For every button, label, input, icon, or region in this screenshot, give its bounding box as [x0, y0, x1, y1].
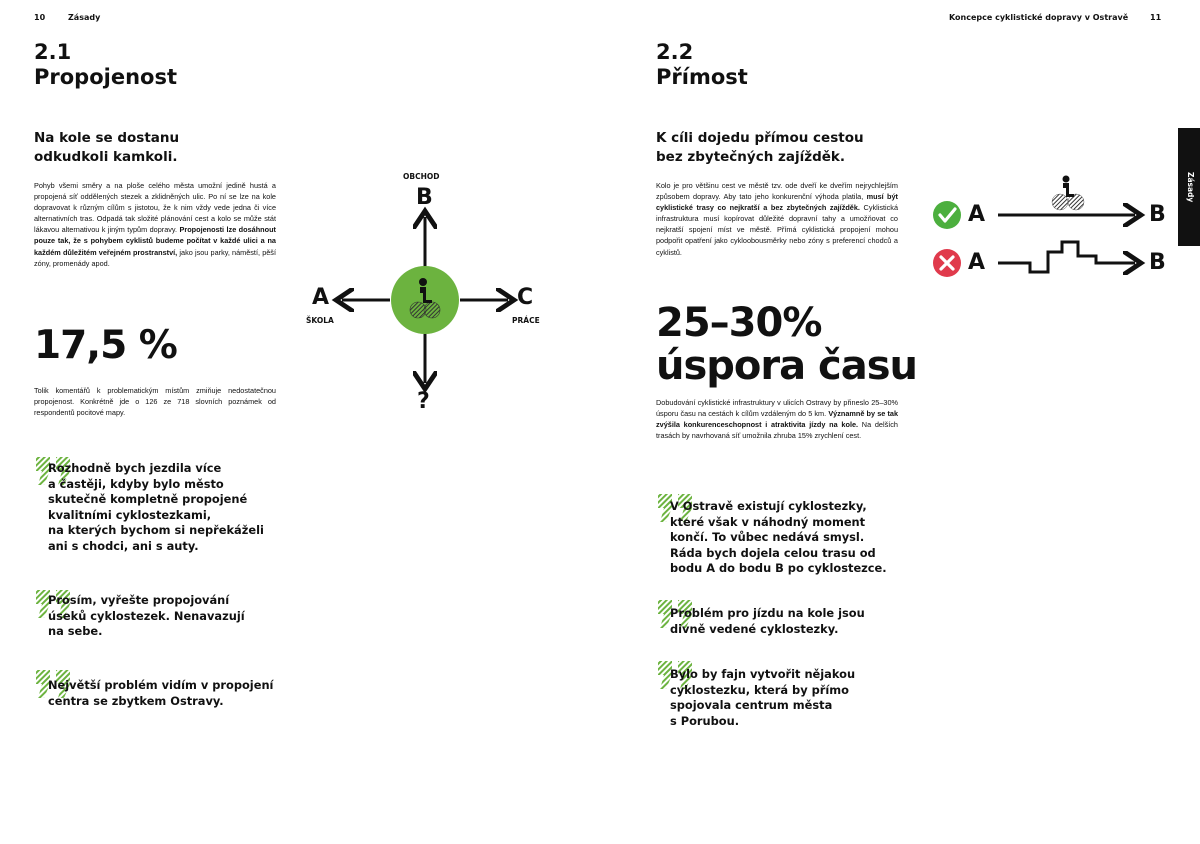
row1-start-letter: A [968, 202, 986, 227]
lead-text: Na kole se dostanu odkudkoli kamkoli. [34, 130, 180, 165]
letter-a: A [312, 285, 330, 310]
body-text-bold: musí být cyklistické trasy co nejkratší a bez zbytečných zajížděk. [656, 192, 898, 213]
page-number-left: 10 [34, 13, 46, 22]
lead-text: K cíli dojedu přímou cestou bez zbytečných zajížděk. [656, 130, 864, 165]
section-header-left: Zásady [68, 13, 101, 22]
stat-text: Dobudování cyklistické infrastruktury v ulicích Ostravy by přineslo 25–30% úsporu času na cestách k cílům vzdáleným do 5 km. [656, 398, 898, 419]
label-prace: PRÁCE [512, 316, 540, 325]
stat-description: Tolik komentářů k problematickým místům zmiňuje nedostatečnou propojenost. Konkrétně jde o 126 ze 718 slovních poznámek od respondentů pocitové mapy. [34, 386, 276, 418]
letter-b: B [416, 185, 433, 210]
section-number: 2.1 [34, 40, 72, 64]
stat-text-bold: Významně by se tak zvýšila konkurenceschopnost i atraktivita jízdy na kole. [656, 409, 899, 430]
quote-text-6: Bylo by fajn vytvořit nějakou cyklostezku, která by přímo spojovala centrum města s Porubou. [670, 667, 856, 728]
quote-text-5: Problém pro jízdu na kole jsou divně vedené cyklostezky. [670, 606, 865, 636]
body-text: Pohyb všemi směry a na ploše celého města umožní jedině hustá a propojená síť oddělených stezek a zklidněných ulic. Po ní se lze na kole dopravovat k různým cílům s jistotou, že k nim vždy vede jedna či více alternativních tras. Odpadá tak složité plánování cest a kolo se může stát lákavou alternativou k jiným typům dopravy. [34, 181, 276, 235]
side-tab [1178, 128, 1200, 246]
stat-value-line1: 25–30% [656, 300, 822, 346]
section-title: Přímost [656, 65, 748, 89]
side-tab-label: Zásady [1186, 172, 1195, 203]
label-skola: ŠKOLA [306, 316, 334, 325]
stat-value: 17,5 % [34, 323, 177, 368]
quote-text-2: Prosím, vyřešte propojování úseků cyklostezek. Nenavazují na sebe. [48, 593, 245, 638]
row2-end-letter: B [1149, 250, 1166, 275]
quote-text-4: V Ostravě existují cyklostezky, které však v náhodný moment končí. To vůbec nedává smysl. Ráda bych dojela celou trasu od bodu A do bodu B po cyklostezce. [670, 499, 887, 575]
row2-start-letter: A [968, 250, 986, 275]
row1-end-letter: B [1149, 202, 1166, 227]
stat-text-end: Na delších trasách by navrhovaná síť umožnila zhruba 15% zrychlení cest. [656, 420, 898, 441]
body-text-end: Cyklistická infrastruktura musí kopírovat důležité dopravní tahy a umožňovat co nejkratší spojení míst ve městě. Přímá cyklistická propojení mohou podpořit opatření jako cykloobousměrky nebo zóny s preferencí chodců a cyklistů. [656, 203, 899, 257]
body-text: Kolo je pro většinu cest ve městě tzv. ode dveří ke dveřím nejrychlejším způsobem dopravy. Aby tato jeho konkurenční výhoda platila, [656, 181, 898, 202]
question-mark: ? [417, 389, 430, 414]
quote-text-1: Rozhodně bych jezdila více a častěji, kdyby bylo město skutečně kompletně propojené kvalitními cyklostezkami, na kterých bychom si nepřekáželi ani s chodci, ani s auty. [48, 461, 264, 553]
page-number-right: 11 [1150, 13, 1162, 22]
section-number: 2.2 [656, 40, 694, 64]
check-icon [933, 201, 961, 229]
letter-c: C [517, 285, 534, 310]
section-title: Propojenost [34, 65, 177, 89]
quote-text-3: Největší problém vidím v propojení centra se zbytkem Ostravy. [48, 678, 274, 708]
directness-diagram [930, 170, 1175, 285]
label-obchod: OBCHOD [403, 172, 440, 181]
stat-value-line2: úspora času [656, 343, 918, 389]
body-text-end: jako jsou parky, náměstí, pěší zóny, promenády apod. [34, 247, 276, 268]
body-paragraph [656, 180, 898, 258]
connectivity-diagram [300, 165, 560, 425]
stat-description [656, 397, 898, 441]
directness-lines [930, 170, 1175, 285]
body-text-bold: Propojenosti lze dosáhnout pouze tak, že s pohybem cyklistů budeme počítat v každé ulici a na každém důležitém veřejném prostranství, [34, 225, 276, 257]
body-paragraph [34, 180, 276, 269]
running-header: Koncepce cyklistické dopravy v Ostravě [949, 13, 1129, 22]
